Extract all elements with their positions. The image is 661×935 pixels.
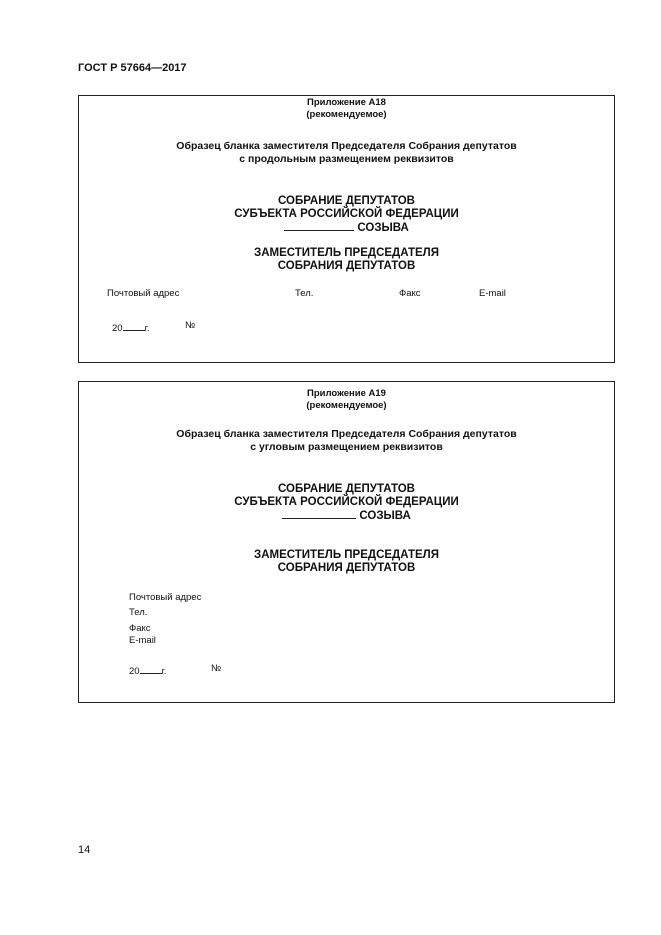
appendix-a19-caption-line1: Образец бланка заместителя Председателя Собрания депутатов (176, 428, 517, 440)
date-prefix: 20 (112, 323, 123, 334)
appendix-a18-fax-label: Факс (399, 288, 421, 299)
appendix-a19-fax-label: Факс (129, 623, 151, 634)
appendix-a18-org-line1: СОБРАНИЕ ДЕПУТАТОВ (278, 195, 415, 207)
document-code: ГОСТ Р 57664—2017 (78, 62, 187, 74)
appendix-a19-position-line1: ЗАМЕСТИТЕЛЬ ПРЕДСЕДАТЕЛЯ (253, 549, 440, 561)
appendix-a19-phone-label: Тел. (129, 607, 148, 618)
appendix-a19-address-label: Почтовый адрес (129, 592, 202, 603)
appendix-a18-convocation (79, 220, 614, 235)
appendix-a19-caption-line2: с угловым размещением реквизитов (250, 441, 443, 453)
appendix-a18-position-line1: ЗАМЕСТИТЕЛЬ ПРЕДСЕДАТЕЛЯ (253, 247, 440, 259)
appendix-a18-position-line2: СОБРАНИЯ ДЕПУТАТОВ (277, 260, 416, 272)
date-blank-line (140, 663, 162, 674)
appendix-a19-number-label: № (211, 663, 222, 674)
appendix-a19-status: (рекомендуемое) (306, 400, 387, 411)
date-suffix: г. (144, 323, 150, 334)
appendix-a18-email-label: E-mail (479, 288, 506, 299)
appendix-a19-org-line3: СОЗЫВА (359, 510, 411, 522)
appendix-a18-number-label: № (185, 320, 196, 331)
page-number: 14 (78, 844, 91, 856)
appendix-a18-date-field (112, 320, 150, 334)
appendix-a18-phone-label: Тел. (295, 288, 314, 299)
appendix-a19-org-line2: СУБЪЕКТА РОССИЙСКОЙ ФЕДЕРАЦИИ (234, 496, 459, 508)
appendix-a19-org-line1: СОБРАНИЕ ДЕПУТАТОВ (278, 483, 415, 495)
date-blank-line (123, 320, 145, 331)
appendix-a18-address-label: Почтовый адрес (107, 288, 180, 299)
appendix-a18-caption-line1: Образец бланка заместителя Председателя Собрания депутатов (176, 140, 517, 152)
appendix-a19-title: Приложение А19 (307, 388, 386, 399)
appendix-a19-position-line2: СОБРАНИЯ ДЕПУТАТОВ (277, 562, 416, 574)
convocation-blank-line (282, 508, 356, 519)
appendix-a19-convocation (79, 508, 614, 523)
appendix-a19-form-frame (78, 381, 615, 703)
appendix-a18-form-frame (78, 95, 615, 363)
appendix-a18-org-line2: СУБЪЕКТА РОССИЙСКОЙ ФЕДЕРАЦИИ (234, 208, 459, 220)
appendix-a19-date-field (129, 663, 167, 677)
appendix-a18-org-line3: СОЗЫВА (357, 222, 409, 234)
appendix-a19-email-label: E-mail (129, 635, 156, 646)
date-prefix: 20 (129, 666, 140, 677)
appendix-a18-title: Приложение А18 (307, 97, 386, 108)
appendix-a18-status: (рекомендуемое) (306, 109, 387, 120)
convocation-blank-line (284, 220, 354, 231)
date-suffix: г. (161, 666, 167, 677)
appendix-a18-caption-line2: с продольным размещением реквизитов (239, 153, 454, 165)
